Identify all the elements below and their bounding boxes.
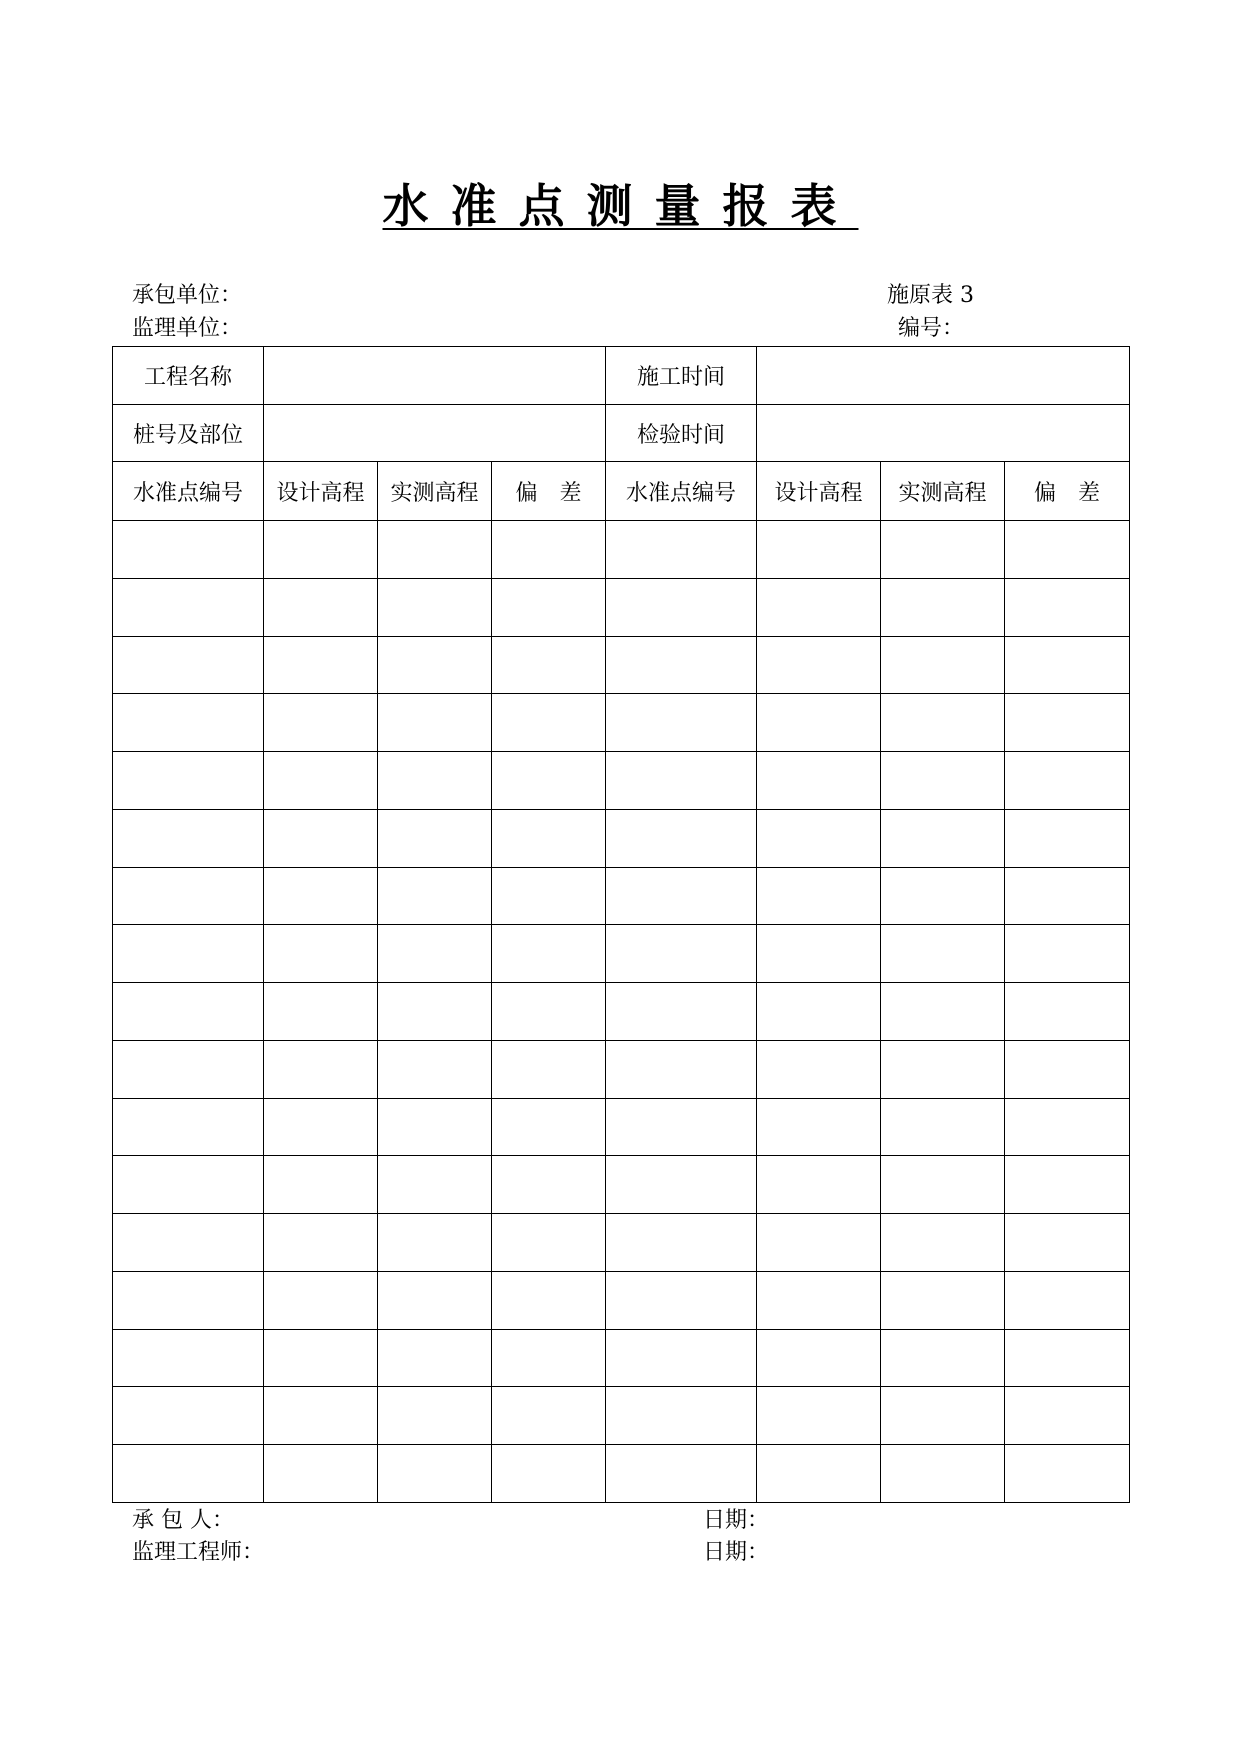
table-row — [113, 1098, 1130, 1156]
cell-point-id-2[interactable] — [606, 1098, 757, 1156]
table-row — [113, 1444, 1130, 1502]
cell-deviation-2[interactable] — [1005, 1444, 1130, 1502]
station-location-label: 桩号及部位 — [113, 404, 264, 462]
info-row-station — [113, 404, 1130, 462]
inspection-time-label: 检验时间 — [606, 404, 757, 462]
cell-measured-elevation-2[interactable] — [881, 867, 1005, 925]
cell-deviation-1[interactable] — [492, 521, 606, 579]
cell-deviation-2[interactable] — [1005, 1098, 1130, 1156]
cell-measured-elevation-1[interactable] — [378, 1329, 492, 1387]
table-row — [113, 925, 1130, 983]
table-row — [113, 1040, 1130, 1098]
supervisor-engineer-label: 监理工程师： — [132, 1540, 265, 1565]
cell-point-id-1[interactable] — [113, 1156, 264, 1214]
cell-design-elevation-2[interactable] — [757, 1271, 881, 1329]
cell-design-elevation-2[interactable] — [757, 1387, 881, 1445]
cell-design-elevation-1[interactable] — [264, 578, 378, 636]
col-header-measured-elevation-1: 实测高程 — [378, 462, 492, 521]
project-name-label: 工程名称 — [113, 347, 264, 405]
cell-point-id-1[interactable] — [113, 1444, 264, 1502]
cell-point-id-2[interactable] — [606, 1214, 757, 1272]
cell-measured-elevation-2[interactable] — [881, 1098, 1005, 1156]
cell-measured-elevation-1[interactable] — [378, 1098, 492, 1156]
cell-design-elevation-1[interactable] — [264, 809, 378, 867]
cell-design-elevation-1[interactable] — [264, 752, 378, 810]
cell-design-elevation-1[interactable] — [264, 1040, 378, 1098]
cell-deviation-1[interactable] — [492, 1329, 606, 1387]
col-header-measured-elevation-2: 实测高程 — [881, 462, 1005, 521]
cell-measured-elevation-2[interactable] — [881, 521, 1005, 579]
cell-measured-elevation-1[interactable] — [378, 1387, 492, 1445]
cell-deviation-1[interactable] — [492, 1098, 606, 1156]
cell-measured-elevation-2[interactable] — [881, 983, 1005, 1041]
project-name-field[interactable] — [264, 347, 606, 405]
cell-deviation-2[interactable] — [1005, 1329, 1130, 1387]
table-row — [113, 578, 1130, 636]
cell-design-elevation-1[interactable] — [264, 1387, 378, 1445]
cell-measured-elevation-2[interactable] — [881, 925, 1005, 983]
cell-point-id-1[interactable] — [113, 752, 264, 810]
cell-measured-elevation-2[interactable] — [881, 1271, 1005, 1329]
cell-measured-elevation-1[interactable] — [378, 1156, 492, 1214]
construction-time-field[interactable] — [757, 347, 1130, 405]
cell-measured-elevation-1[interactable] — [378, 578, 492, 636]
cell-deviation-1[interactable] — [492, 752, 606, 810]
cell-deviation-1[interactable] — [492, 694, 606, 752]
cell-design-elevation-1[interactable] — [264, 636, 378, 694]
cell-deviation-2[interactable] — [1005, 983, 1130, 1041]
cell-design-elevation-2[interactable] — [757, 578, 881, 636]
cell-deviation-1[interactable] — [492, 983, 606, 1041]
cell-design-elevation-2[interactable] — [757, 636, 881, 694]
cell-design-elevation-2[interactable] — [757, 983, 881, 1041]
cell-point-id-2[interactable] — [606, 925, 757, 983]
col-header-point-id-1: 水准点编号 — [113, 462, 264, 521]
table-row — [113, 1329, 1130, 1387]
cell-design-elevation-1[interactable] — [264, 1271, 378, 1329]
cell-deviation-1[interactable] — [492, 1040, 606, 1098]
cell-design-elevation-2[interactable] — [757, 1214, 881, 1272]
cell-measured-elevation-2[interactable] — [881, 752, 1005, 810]
cell-design-elevation-1[interactable] — [264, 925, 378, 983]
cell-design-elevation-2[interactable] — [757, 521, 881, 579]
table-row — [113, 867, 1130, 925]
cell-measured-elevation-2[interactable] — [881, 578, 1005, 636]
cell-deviation-2[interactable] — [1005, 1214, 1130, 1272]
column-header-row — [113, 462, 1130, 521]
cell-deviation-1[interactable] — [492, 1156, 606, 1214]
cell-design-elevation-1[interactable] — [264, 521, 378, 579]
cell-point-id-2[interactable] — [606, 1271, 757, 1329]
table-row — [113, 1214, 1130, 1272]
cell-point-id-1[interactable] — [113, 1329, 264, 1387]
cell-measured-elevation-1[interactable] — [378, 867, 492, 925]
inspection-time-field[interactable] — [757, 404, 1130, 462]
cell-measured-elevation-1[interactable] — [378, 521, 492, 579]
cell-design-elevation-2[interactable] — [757, 694, 881, 752]
cell-measured-elevation-1[interactable] — [378, 809, 492, 867]
cell-design-elevation-2[interactable] — [757, 1098, 881, 1156]
cell-design-elevation-2[interactable] — [757, 867, 881, 925]
table-row — [113, 1156, 1130, 1214]
cell-measured-elevation-2[interactable] — [881, 1329, 1005, 1387]
cell-measured-elevation-1[interactable] — [378, 1271, 492, 1329]
col-header-point-id-2: 水准点编号 — [606, 462, 757, 521]
cell-deviation-2[interactable] — [1005, 809, 1130, 867]
cell-point-id-1[interactable] — [113, 983, 264, 1041]
cell-measured-elevation-1[interactable] — [378, 983, 492, 1041]
cell-deviation-1[interactable] — [492, 578, 606, 636]
cell-design-elevation-1[interactable] — [264, 1444, 378, 1502]
contractor-label: 承包单位： — [132, 283, 243, 308]
cell-point-id-2[interactable] — [606, 1444, 757, 1502]
cell-point-id-1[interactable] — [113, 809, 264, 867]
cell-deviation-1[interactable] — [492, 809, 606, 867]
cell-point-id-2[interactable] — [606, 636, 757, 694]
table-row — [113, 636, 1130, 694]
table-row — [113, 983, 1130, 1041]
cell-measured-elevation-1[interactable] — [378, 752, 492, 810]
cell-design-elevation-1[interactable] — [264, 867, 378, 925]
cell-point-id-1[interactable] — [113, 1214, 264, 1272]
station-location-field[interactable] — [264, 404, 606, 462]
cell-deviation-2[interactable] — [1005, 1156, 1130, 1214]
cell-deviation-1[interactable] — [492, 867, 606, 925]
cell-point-id-2[interactable] — [606, 983, 757, 1041]
cell-measured-elevation-1[interactable] — [378, 1444, 492, 1502]
cell-point-id-2[interactable] — [606, 1329, 757, 1387]
col-header-design-elevation-2: 设计高程 — [757, 462, 881, 521]
cell-design-elevation-1[interactable] — [264, 1156, 378, 1214]
table-row — [113, 1271, 1130, 1329]
cell-point-id-1[interactable] — [113, 521, 264, 579]
title-text: 水准点测量报表 — [382, 179, 859, 233]
cell-point-id-2[interactable] — [606, 752, 757, 810]
cell-deviation-2[interactable] — [1005, 1387, 1130, 1445]
cell-measured-elevation-1[interactable] — [378, 1214, 492, 1272]
cell-point-id-1[interactable] — [113, 578, 264, 636]
cell-measured-elevation-2[interactable] — [881, 1444, 1005, 1502]
cell-deviation-1[interactable] — [492, 1444, 606, 1502]
cell-point-id-2[interactable] — [606, 867, 757, 925]
cell-design-elevation-2[interactable] — [757, 1329, 881, 1387]
supervisor-label: 监理单位： — [132, 316, 243, 341]
cell-measured-elevation-2[interactable] — [881, 1387, 1005, 1445]
form-code: 施原表 3 — [887, 283, 974, 308]
cell-design-elevation-2[interactable] — [757, 809, 881, 867]
cell-measured-elevation-2[interactable] — [881, 636, 1005, 694]
cell-point-id-1[interactable] — [113, 867, 264, 925]
cell-design-elevation-1[interactable] — [264, 1098, 378, 1156]
date-label-supervisor: 日期： — [703, 1540, 770, 1565]
table-row — [113, 521, 1130, 579]
cell-deviation-2[interactable] — [1005, 925, 1130, 983]
cell-measured-elevation-2[interactable] — [881, 809, 1005, 867]
cell-design-elevation-2[interactable] — [757, 752, 881, 810]
cell-deviation-1[interactable] — [492, 1387, 606, 1445]
cell-design-elevation-2[interactable] — [757, 1444, 881, 1502]
serial-label: 编号： — [898, 316, 965, 341]
cell-point-id-1[interactable] — [113, 1098, 264, 1156]
page-title — [0, 178, 1241, 234]
cell-point-id-1[interactable] — [113, 1040, 264, 1098]
cell-measured-elevation-1[interactable] — [378, 1040, 492, 1098]
cell-deviation-2[interactable] — [1005, 1271, 1130, 1329]
cell-deviation-2[interactable] — [1005, 521, 1130, 579]
col-header-design-elevation-1: 设计高程 — [264, 462, 378, 521]
cell-deviation-1[interactable] — [492, 925, 606, 983]
col-header-deviation-2: 偏 差 — [1005, 462, 1130, 521]
cell-deviation-2[interactable] — [1005, 867, 1130, 925]
cell-design-elevation-1[interactable] — [264, 1214, 378, 1272]
cell-point-id-2[interactable] — [606, 694, 757, 752]
table-row — [113, 694, 1130, 752]
cell-design-elevation-1[interactable] — [264, 983, 378, 1041]
cell-point-id-1[interactable] — [113, 694, 264, 752]
table-row — [113, 809, 1130, 867]
cell-point-id-1[interactable] — [113, 1271, 264, 1329]
cell-deviation-1[interactable] — [492, 1214, 606, 1272]
cell-design-elevation-2[interactable] — [757, 925, 881, 983]
cell-design-elevation-2[interactable] — [757, 1156, 881, 1214]
cell-point-id-2[interactable] — [606, 521, 757, 579]
contractor-person-label: 承 包 人： — [132, 1508, 234, 1533]
cell-point-id-2[interactable] — [606, 578, 757, 636]
table-row — [113, 1387, 1130, 1445]
cell-measured-elevation-2[interactable] — [881, 1214, 1005, 1272]
cell-deviation-2[interactable] — [1005, 752, 1130, 810]
cell-design-elevation-1[interactable] — [264, 1329, 378, 1387]
table-row — [113, 752, 1130, 810]
cell-measured-elevation-1[interactable] — [378, 694, 492, 752]
cell-deviation-2[interactable] — [1005, 636, 1130, 694]
cell-deviation-1[interactable] — [492, 636, 606, 694]
cell-measured-elevation-2[interactable] — [881, 1040, 1005, 1098]
cell-deviation-2[interactable] — [1005, 694, 1130, 752]
date-label-contractor: 日期： — [703, 1508, 770, 1533]
cell-point-id-1[interactable] — [113, 636, 264, 694]
cell-point-id-2[interactable] — [606, 1387, 757, 1445]
cell-measured-elevation-1[interactable] — [378, 925, 492, 983]
cell-point-id-2[interactable] — [606, 1156, 757, 1214]
cell-deviation-2[interactable] — [1005, 578, 1130, 636]
cell-point-id-1[interactable] — [113, 925, 264, 983]
cell-point-id-2[interactable] — [606, 809, 757, 867]
survey-table — [112, 346, 1130, 1503]
cell-measured-elevation-2[interactable] — [881, 1156, 1005, 1214]
cell-point-id-1[interactable] — [113, 1387, 264, 1445]
cell-deviation-1[interactable] — [492, 1271, 606, 1329]
cell-measured-elevation-1[interactable] — [378, 636, 492, 694]
cell-point-id-2[interactable] — [606, 1040, 757, 1098]
col-header-deviation-1: 偏 差 — [492, 462, 606, 521]
info-row-project — [113, 347, 1130, 405]
cell-measured-elevation-2[interactable] — [881, 694, 1005, 752]
cell-design-elevation-2[interactable] — [757, 1040, 881, 1098]
construction-time-label: 施工时间 — [606, 347, 757, 405]
cell-design-elevation-1[interactable] — [264, 694, 378, 752]
cell-deviation-2[interactable] — [1005, 1040, 1130, 1098]
